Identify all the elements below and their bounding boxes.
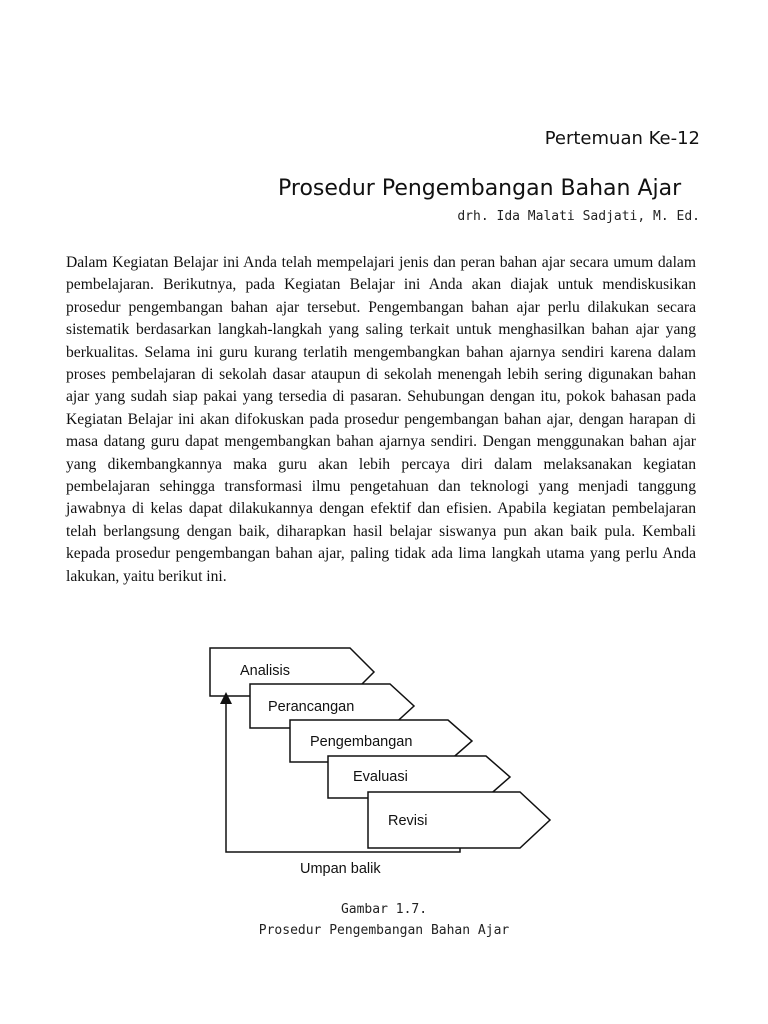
step-label-perancangan: Perancangan <box>268 699 355 715</box>
meeting-label: Pertemuan Ke-12 <box>544 128 700 149</box>
figure-caption-title: Prosedur Pengembangan Bahan Ajar <box>258 923 510 938</box>
step-label-pengembangan: Pengembangan <box>310 734 413 750</box>
author-line: drh. Ida Malati Sadjati, M. Ed. <box>457 209 700 224</box>
page-title: Prosedur Pengembangan Bahan Ajar <box>278 176 682 201</box>
feedback-label: Umpan balik <box>300 861 381 877</box>
figure-caption-number: Gambar 1.7. <box>340 902 428 917</box>
body-paragraph: Dalam Kegiatan Belajar ini Anda telah mempelajari jenis dan peran bahan ajar secara umum dalam pembelajaran. Berikutnya, pada Kegiatan Belajar ini Anda akan diajak untuk mendiskusikan prosedur pengembangan bahan ajar tersebut. Pengembangan bahan ajar perlu dilakukan secara sistematik berdasarkan langkah-langkah yang saling terkait untuk menghasilkan bahan ajar yang berkualitas. Selama ini guru kurang terlatih mengembangkan bahan ajarnya sendiri karena dalam proses pembelajaran di sekolah dasar ataupun di sekolah menengah lebih sering digunakan bahan ajar yang sudah siap pakai yang tersedia di pasaran. Sehubungan dengan itu, pokok bahasan pada Kegiatan Belajar ini akan difokuskan pada prosedur pengembangan bahan ajar, dengan harapan di masa datang guru dapat mengembangkan bahan ajarnya sendiri. Dengan menggunakan bahan ajar yang dikembangkannya maka guru akan lebih percaya diri dalam melaksanakan kegiatan pembelajaran sehingga transformasi ilmu pengetahuan dan teknologi yang menjadi tanggung jawabnya di kelas dapat dilakukannya dengan efektif dan efisien. Apabila kegiatan pembelajaran telah berlangsung dengan baik, diharapkan hasil belajar siswanya pun akan baik pula. Kembali kepada prosedur pengembangan bahan ajar, paling tidak ada lima langkah utama yang perlu Anda lakukan, yaitu berikut ini. <box>66 254 696 585</box>
step-revisi <box>368 792 550 848</box>
step-label-analisis: Analisis <box>240 663 290 679</box>
step-label-evaluasi: Evaluasi <box>353 769 408 785</box>
procedure-diagram <box>200 640 560 885</box>
step-label-revisi: Revisi <box>388 813 428 829</box>
